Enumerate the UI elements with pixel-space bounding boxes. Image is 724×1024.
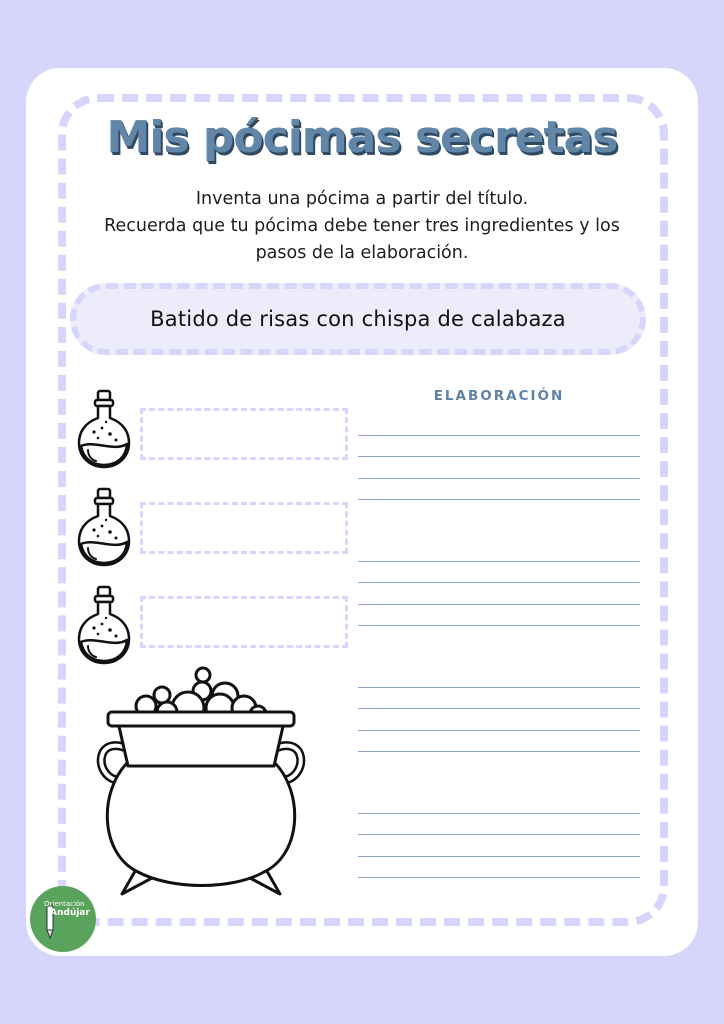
instruction-line: pasos de la elaboración.	[255, 243, 469, 263]
potion-bottle-icon	[76, 486, 132, 568]
logo-line1: Orientación	[44, 900, 85, 908]
writing-line[interactable]	[358, 834, 640, 835]
writing-line[interactable]	[358, 856, 640, 857]
ingredient-box-2[interactable]	[140, 502, 348, 554]
orientacion-andujar-logo	[30, 886, 96, 952]
instructions	[60, 186, 664, 267]
writing-line[interactable]	[358, 456, 640, 457]
instruction-line: Recuerda que tu pócima debe tener tres ingredientes y los	[104, 216, 620, 236]
writing-line[interactable]	[358, 435, 640, 436]
writing-line[interactable]	[358, 625, 640, 626]
potion-bottle-icon	[76, 584, 132, 666]
writing-line[interactable]	[358, 499, 640, 500]
ingredient-box-3[interactable]	[140, 596, 348, 648]
writing-line[interactable]	[358, 751, 640, 752]
elaboration-heading: ELABORACIÓN	[433, 388, 565, 404]
writing-line[interactable]	[358, 561, 640, 562]
writing-line[interactable]	[358, 478, 640, 479]
potion-name: Batido de risas con chispa de calabaza	[150, 307, 566, 331]
writing-line[interactable]	[358, 582, 640, 583]
writing-line[interactable]	[358, 708, 640, 709]
potion-bottle-icon	[76, 388, 132, 470]
logo-line2: Andújar	[50, 908, 90, 918]
writing-line[interactable]	[358, 877, 640, 878]
page-title: Mis pócimas secretas	[106, 112, 618, 163]
writing-line[interactable]	[358, 687, 640, 688]
writing-line[interactable]	[358, 604, 640, 605]
ingredient-box-1[interactable]	[140, 408, 348, 460]
writing-line[interactable]	[358, 813, 640, 814]
writing-line[interactable]	[358, 730, 640, 731]
cauldron-icon	[92, 662, 310, 902]
instruction-line: Inventa una pócima a partir del título.	[195, 189, 529, 209]
potion-name-box	[70, 283, 646, 355]
